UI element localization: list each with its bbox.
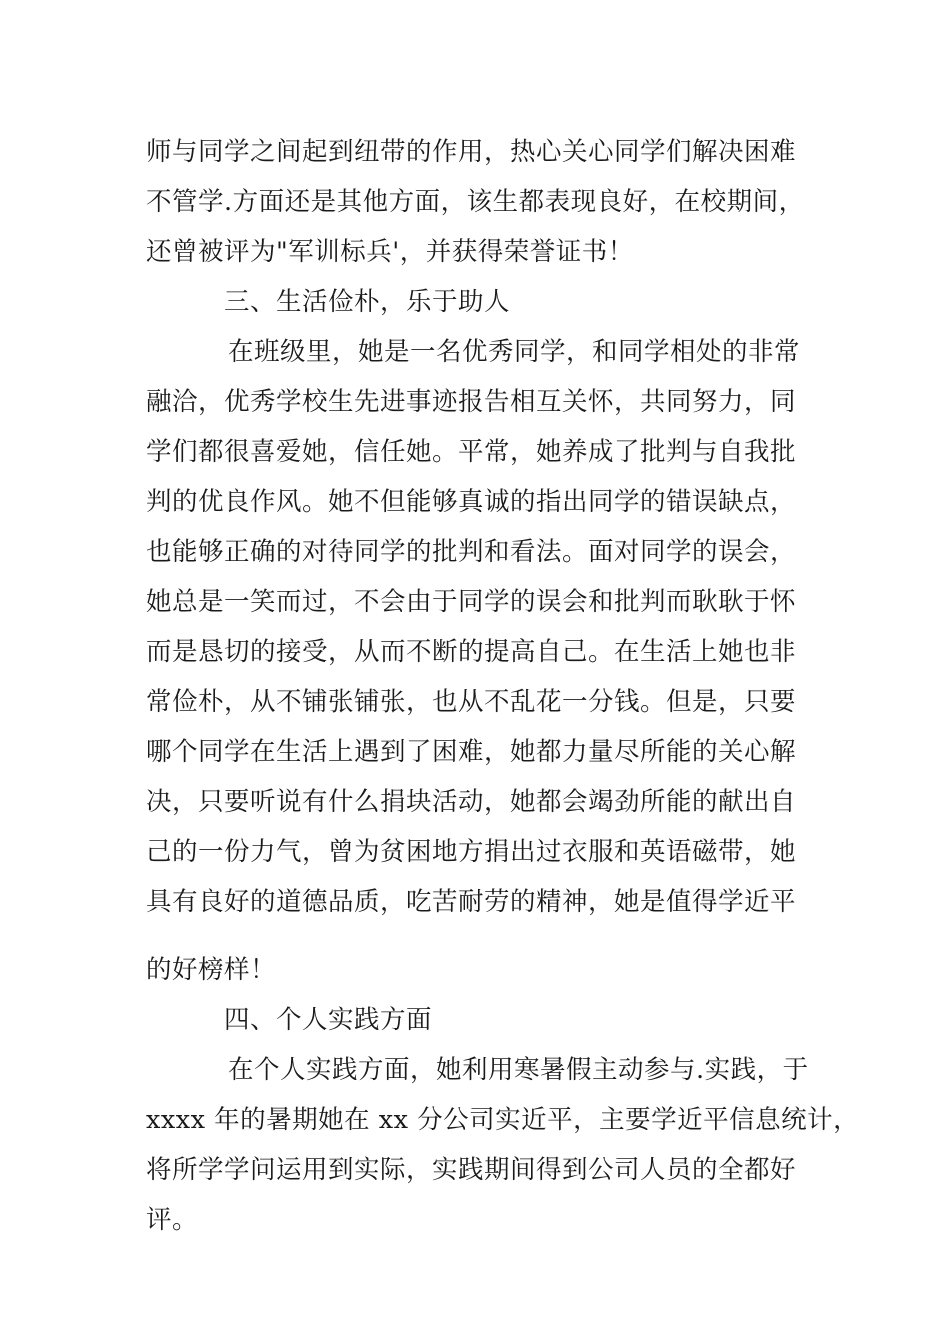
paragraph-line: 师与同学之间起到纽带的作用，热心关心同学们解决困难: [146, 137, 797, 167]
paragraph-line: 而是恳切的接受，从而不断的提高自己。在生活上她也非: [146, 637, 797, 667]
paragraph-line: 的好榜样！: [146, 955, 277, 985]
paragraph-line: 具有良好的道德品质，吃苦耐劳的精神，她是值得学近平: [146, 887, 797, 917]
paragraph-line: 学们都很喜爱她，信任她。平常，她养成了批判与自我批: [146, 437, 797, 467]
paragraph-line: 也能够正确的对待同学的批判和看法。面对同学的误会，: [146, 537, 797, 567]
section-heading: 四、个人实践方面: [224, 1005, 433, 1035]
section-three-last-line: [146, 945, 812, 995]
paragraph-line: 判的优良作风。她不但能够真诚的指出同学的错误缺点，: [146, 487, 797, 517]
section-four-block: [146, 995, 860, 1245]
section-three-heading: [146, 277, 812, 327]
paragraph-line: 将所学学问运用到实际，实践期间得到公司人员的全都好: [146, 1155, 797, 1185]
paragraph-line: 己的一份力气，曾为贫困地方捐出过衣服和英语磁带，她: [146, 837, 797, 867]
continued-paragraph: [146, 127, 812, 277]
paragraph-line: 不管学.方面还是其他方面，该生都表现良好，在校期间，: [146, 187, 805, 217]
paragraph-line: 决，只要听说有什么捐块活动，她都会竭劲所能的献出自: [146, 787, 797, 817]
paragraph-line: 常俭朴，从不铺张铺张，也从不乱花一分钱。但是，只要: [146, 687, 797, 717]
paragraph-line: 她总是一笑而过，不会由于同学的误会和批判而耿耿于怀: [146, 587, 797, 617]
paragraph-line: 在个人实践方面，她利用寒暑假主动参与.实践，于: [228, 1055, 809, 1085]
paragraph-line: 评。: [146, 1205, 199, 1235]
paragraph-line: 哪个同学在生活上遇到了困难，她都力量尽所能的关心解: [146, 737, 797, 767]
paragraph-line: 融洽，优秀学校生先进事迹报告相互关怀，共同努力，同: [146, 387, 797, 417]
paragraph-line: 还曾被评为"军训标兵'，并获得荣誉证书！: [146, 237, 634, 267]
paragraph-line: 在班级里，她是一名优秀同学，和同学相处的非常: [228, 337, 801, 367]
section-three-paragraph: [146, 327, 812, 927]
paragraph-line: xxxx 年的暑期她在 xx 分公司实近平，主要学近平信息统计，: [146, 1105, 860, 1135]
section-heading: 三、生活俭朴，乐于助人: [224, 287, 511, 317]
